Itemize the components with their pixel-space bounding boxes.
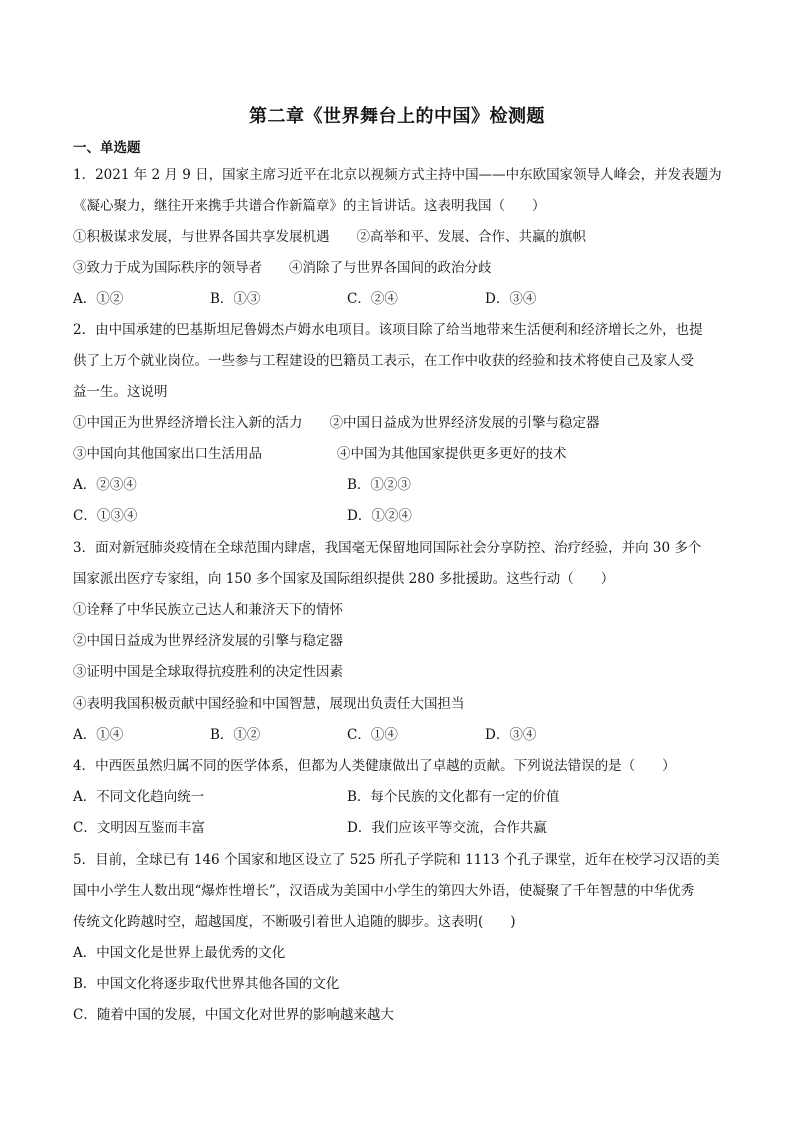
q5-option-a[interactable]: A．中国文化是世界上最优秀的文化 xyxy=(73,945,286,961)
q4-option-b[interactable]: B．每个民族的文化都有一定的价值 xyxy=(347,789,560,805)
q3-statement-1: ①诠释了中华民族立己达人和兼济天下的情怀 xyxy=(73,602,343,618)
section-heading: 一、单选题 xyxy=(73,140,141,156)
q3-statement-4: ④表明我国积极贡献中国经验和中国智慧，展现出负责任大国担当 xyxy=(73,696,465,712)
q4-option-d[interactable]: D．我们应该平等交流，合作共赢 xyxy=(347,820,547,836)
q1-stem-line-2: 《凝心聚力，继往开来携手共谱合作新篇章》的主旨讲话。这表明我国（ ） xyxy=(73,198,546,214)
q3-option-a[interactable]: A．①④ xyxy=(73,727,124,743)
q5-stem-line-1: 5．目前，全球已有 146 个国家和地区设立了 525 所孔子学院和 1113 个孔子课堂，近年在校学习汉语的美 xyxy=(73,852,720,868)
page-title: 第二章《世界舞台上的中国》检测题 xyxy=(249,106,545,127)
q2-statement-4: ④中国为其他国家提供更多更好的技术 xyxy=(337,446,567,462)
q5-stem-line-3: 传统文化跨越时空，超越国度，不断吸引着世人追随的脚步。这表明( ) xyxy=(73,914,516,930)
q1-statements-3-4: ③致力于成为国际秩序的领导者 ④消除了与世界各国间的政治分歧 xyxy=(73,260,492,276)
q2-stem-line-1: 2．由中国承建的巴基斯坦尼鲁姆杰卢姆水电项目。该项目除了给当地带来生活便利和经济增长之外，也提 xyxy=(73,322,703,338)
q2-stem-line-2: 供了上万个就业岗位。一些参与工程建设的巴籍员工表示，在工作中收获的经验和技术将使自己及家人受 xyxy=(73,353,694,369)
q3-option-b[interactable]: B．①② xyxy=(210,727,261,743)
q2-option-b[interactable]: B．①②③ xyxy=(347,477,411,493)
q2-option-d[interactable]: D．①②④ xyxy=(347,508,412,524)
q1-option-b[interactable]: B．①③ xyxy=(210,291,261,307)
q2-stem-line-3: 益一生。这说明 xyxy=(73,384,168,400)
q2-option-a[interactable]: A．②③④ xyxy=(73,477,137,493)
q1-option-c[interactable]: C．②④ xyxy=(347,291,398,307)
q2-statement-3: ③中国向其他国家出口生活用品 xyxy=(73,446,262,462)
q3-option-d[interactable]: D．③④ xyxy=(485,727,537,743)
q2-statements-1-2: ①中国正为世界经济增长注入新的活力 ②中国日益成为世界经济发展的引擎与稳定器 xyxy=(73,415,600,431)
q1-option-d[interactable]: D．③④ xyxy=(485,291,537,307)
q3-statement-2: ②中国日益成为世界经济发展的引擎与稳定器 xyxy=(73,633,343,649)
q3-statement-3: ③证明中国是全球取得抗疫胜利的决定性因素 xyxy=(73,664,343,680)
q5-option-b[interactable]: B．中国文化将逐步取代世界其他各国的文化 xyxy=(73,976,340,992)
q5-option-c[interactable]: C．随着中国的发展，中国文化对世界的影响越来越大 xyxy=(73,1007,394,1023)
q4-option-c[interactable]: C．文明因互鉴而丰富 xyxy=(73,820,205,836)
q1-stem-line-1: 1．2021 年 2 月 9 日，国家主席习近平在北京以视频方式主持中国——中东欧国家领导人峰会，并发表题为 xyxy=(73,167,722,183)
q1-option-a[interactable]: A．①② xyxy=(73,291,124,307)
q4-stem-line-1: 4．中西医虽然归属不同的医学体系，但都为人类健康做出了卓越的贡献。下列说法错误的是（ ） xyxy=(73,758,676,774)
q3-stem-line-1: 3．面对新冠肺炎疫情在全球范围内肆虐，我国毫无保留地同国际社会分享防控、治疗经验，并向 30 多个 xyxy=(73,540,702,556)
q4-option-a[interactable]: A．不同文化趋向统一 xyxy=(73,789,205,805)
q3-stem-line-2: 国家派出医疗专家组，向 150 多个国家及国际组织提供 280 多批援助。这些行动（ ） xyxy=(73,571,615,587)
q2-option-c[interactable]: C．①③④ xyxy=(73,508,138,524)
q1-statements-1-2: ①积极谋求发展，与世界各国共享发展机遇 ②高举和平、发展、合作、共赢的旗帜 xyxy=(73,229,586,245)
q3-option-c[interactable]: C．①④ xyxy=(347,727,398,743)
q5-stem-line-2: 国中小学生人数出现“爆炸性增长”，汉语成为美国中小学生的第四大外语，使凝聚了千年智慧的中华优秀 xyxy=(73,883,695,899)
